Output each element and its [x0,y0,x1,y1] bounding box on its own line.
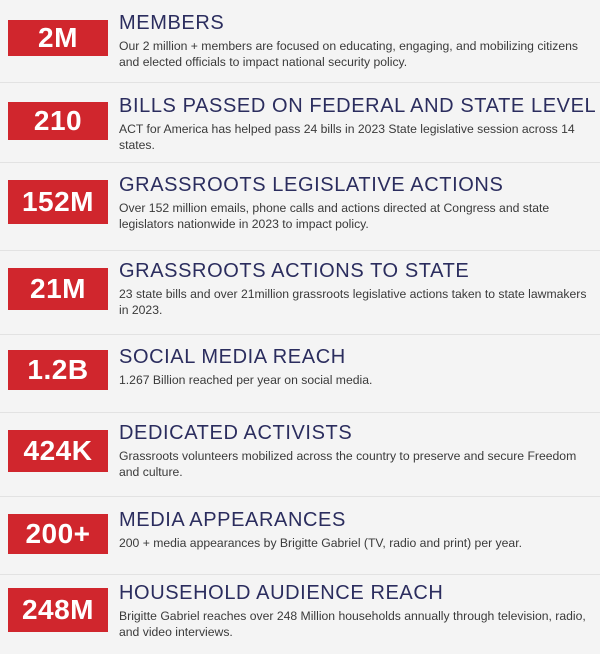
stat-title: GRASSROOTS ACTIONS TO STATE [119,260,470,282]
stat-description: Brigitte Gabriel reaches over 248 Million households annually through television, radio, and video interviews. [119,609,586,639]
stat-title: SOCIAL MEDIA REACH [119,346,346,368]
stat-row-media-appearances [0,496,600,575]
stat-description: 200 + media appearances by Brigitte Gabriel (TV, radio and print) per year. [119,536,522,550]
stat-description: 1.267 Billion reached per year on social media. [119,373,373,387]
stat-description: Grassroots volunteers mobilized across the country to preserve and secure Freedom and culture. [119,449,577,479]
stat-value-badge: 424K [8,430,108,472]
stat-row-grassroots-actions-to-state [0,250,600,335]
stat-row-bills-passed [0,82,600,163]
stat-row-grassroots-legislative-actions [0,162,600,251]
stat-value-badge: 21M [8,268,108,310]
stat-description: Over 152 million emails, phone calls and actions directed at Congress and state legislators nationwide in 2023 to impact policy. [119,201,550,231]
stat-value-badge: 200+ [8,514,108,554]
stat-description: Our 2 million + members are focused on educating, engaging, and mobilizing citizens and elected officials to impact national security policy. [119,39,578,69]
stat-description: ACT for America has helped pass 24 bills in 2023 State legislative session across 14 states. [119,122,575,152]
stat-value-badge: 1.2B [8,350,108,390]
stat-value-badge: 2M [8,20,108,56]
stat-title: BILLS PASSED ON FEDERAL AND STATE LEVEL [119,95,597,117]
stat-title: MEDIA APPEARANCES [119,509,346,531]
stat-title: GRASSROOTS LEGISLATIVE ACTIONS [119,174,504,196]
stat-row-social-media-reach [0,334,600,413]
stat-title: HOUSEHOLD AUDIENCE REACH [119,582,444,604]
stat-description: 23 state bills and over 21million grassroots legislative actions taken to state lawmakers in 2023. [119,287,587,317]
stat-row-dedicated-activists [0,412,600,497]
stat-title: MEMBERS [119,12,225,34]
stat-title: DEDICATED ACTIVISTS [119,422,353,444]
stat-row-members [0,0,600,83]
stat-value-badge: 248M [8,588,108,632]
stat-value-badge: 210 [8,102,108,140]
stat-value-badge: 152M [8,180,108,224]
stat-row-household-audience-reach [0,574,600,654]
